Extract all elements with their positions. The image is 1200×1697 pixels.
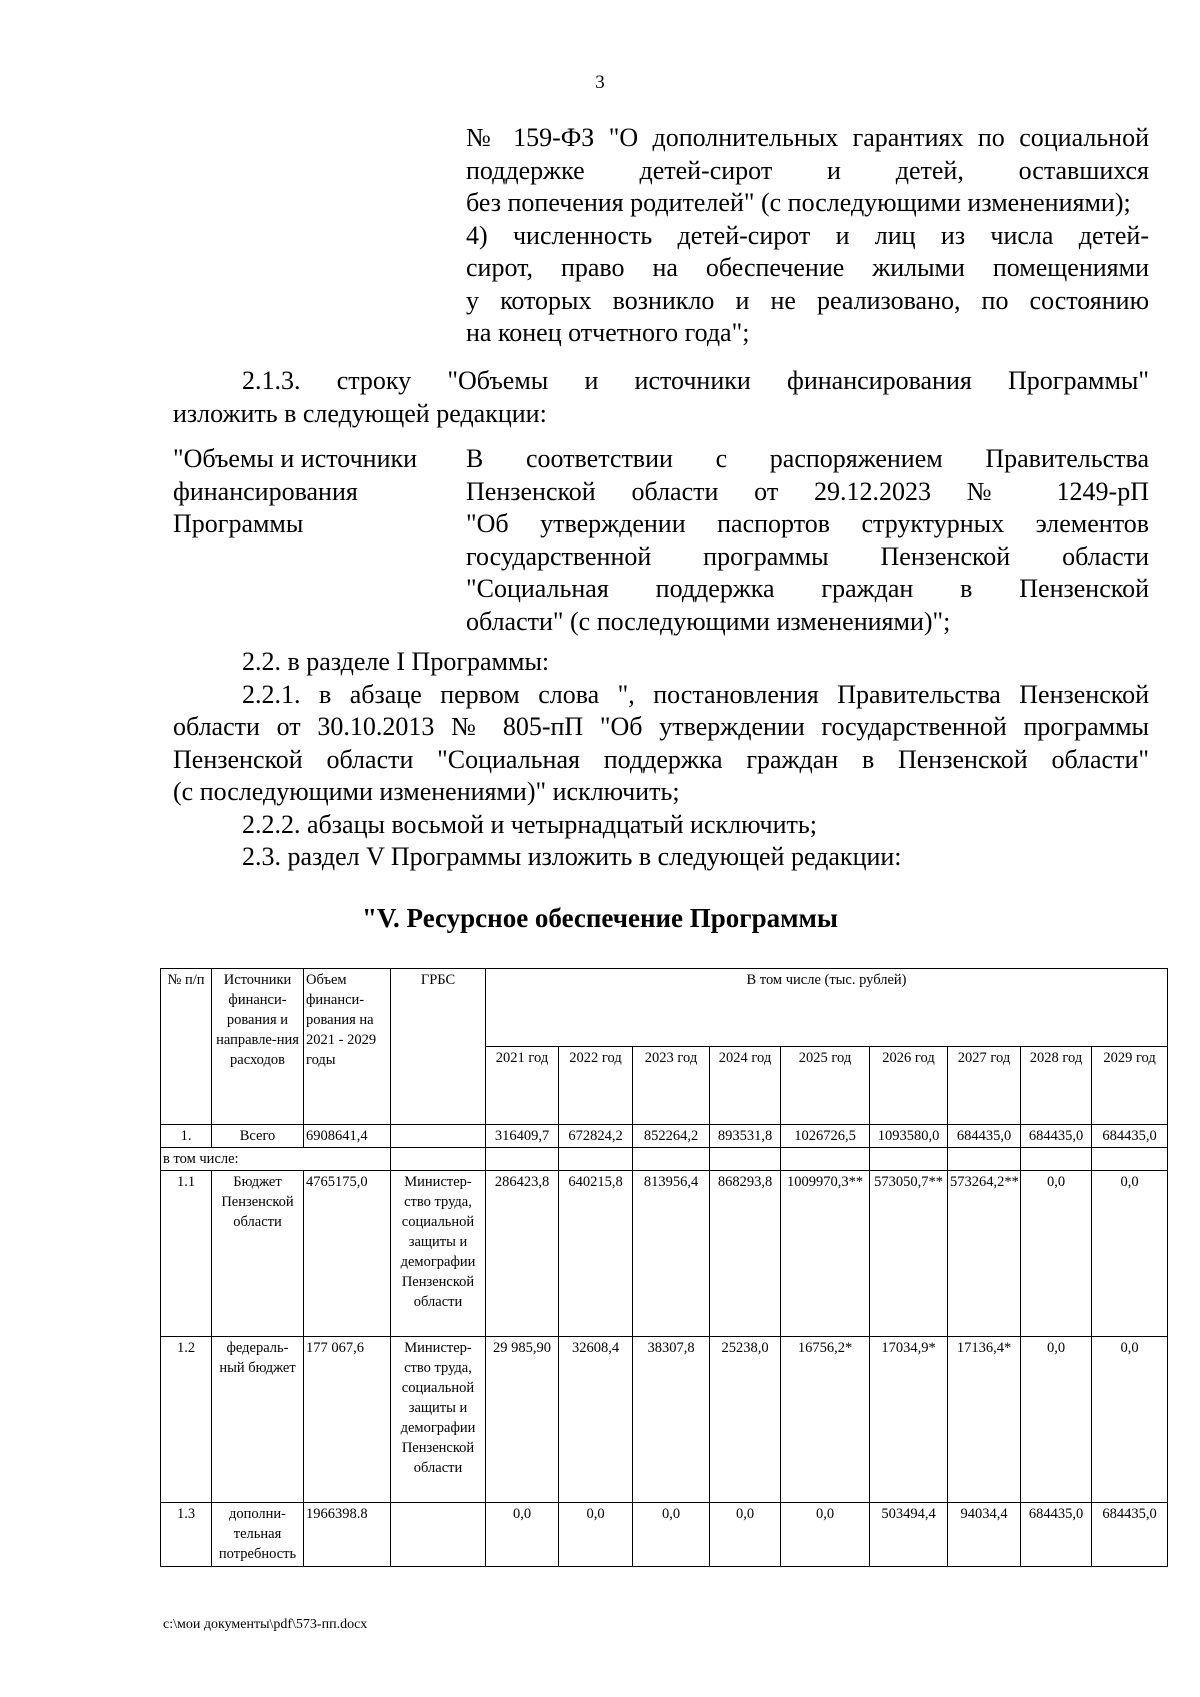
text-line: на конец отчетного года"; [466,318,750,347]
cell-value: 17136,4* [948,1337,1021,1503]
cell-grbs [391,1503,486,1567]
footer-file-path: c:\мои документы\pdf\573-пп.docx [163,1617,368,1632]
cell-value: 573050,7** [870,1171,948,1337]
text-line: изложить в следующей редакции: [173,398,547,428]
cell-volume: 177 067,6 [304,1337,391,1503]
cell-value: 38307,8 [633,1337,710,1503]
header-year: 2029 год [1092,1047,1168,1125]
text-line: (с последующими изменениями)" исключить; [173,777,680,806]
text-line: 2.3. раздел V Программы изложить в следующей редакции: [242,842,902,871]
text-line: 4) численность детей-сирот и лиц из числа детей- [466,220,1149,250]
cell-num: 1.2 [161,1337,212,1503]
paragraph-2-1-3 [173,365,1149,430]
cell-grbs: Министер-ство труда, социальной защиты и демографии Пензенской области [391,1171,486,1337]
cell-value: 25238,0 [710,1337,781,1503]
cell-value: 893531,8 [710,1125,781,1148]
cell-num: 1.3 [161,1503,212,1567]
cell-source: дополни-тельная потребность [212,1503,304,1567]
cell-value: 684435,0 [1021,1125,1092,1148]
text-line: области" (с последующими изменениями)"; [466,606,951,636]
text-line: финансирования [173,476,358,506]
cell-num: 1. [161,1125,212,1148]
cell-value: 32608,4 [559,1337,633,1503]
text-line: 2.2. в разделе I Программы: [242,647,550,676]
text-line: поддержке детей-сирот и детей, оставшихся [466,155,1149,185]
cell-value: 1009970,3** [781,1171,870,1337]
text-line: "Объемы и источники [173,444,418,473]
amendments-block [173,646,1149,874]
text-line: 2.2.1. в абзаце первом слова ", постановления Правительства Пензенской [242,679,1149,709]
resource-table [160,968,1168,1567]
text-line: "Социальная поддержка граждан в Пензенской [466,574,1149,603]
header-year: 2023 год [633,1047,710,1125]
passport-label [173,443,453,541]
cell-value: 0,0 [559,1503,633,1567]
header-year: 2024 год [710,1047,781,1125]
cell-value: 0,0 [710,1503,781,1567]
cell-value: 286423,8 [486,1171,559,1337]
cell-volume: 4765175,0 [304,1171,391,1337]
cell-value: 684435,0 [948,1125,1021,1148]
text-line: области от 30.10.2013 № 805-пП "Об утверждении государственной программы [173,712,1149,741]
table-row [161,1337,1168,1503]
cell-value: 0,0 [1021,1337,1092,1503]
table-row-total [161,1125,1168,1148]
cell-value: 16756,2* [781,1337,870,1503]
header-including: В том числе (тыс. рублей) [486,969,1168,1047]
cell-value: 684435,0 [1092,1125,1168,1148]
cell-value: 1093580,0 [870,1125,948,1148]
cell-volume: 6908641,4 [304,1125,391,1148]
text-line: "Об утверждении паспортов структурных элементов [466,509,1149,538]
cell-value: 672824,2 [559,1125,633,1148]
cell-value: 573264,2** [948,1171,1021,1337]
top-continuation-block [466,122,1149,350]
text-line: государственной программы Пензенской области [466,541,1149,571]
text-line: у которых возникло и не реализовано, по состоянию [466,285,1149,315]
header-year: 2028 год [1021,1047,1092,1125]
cell-num: 1.1 [161,1171,212,1337]
cell-value: 94034,4 [948,1503,1021,1567]
cell-value: 0,0 [486,1503,559,1567]
header-num: № п/п [161,969,212,1125]
cell-value: 316409,7 [486,1125,559,1148]
cell-grbs: Министер-ство труда, социальной защиты и демографии Пензенской области [391,1337,486,1503]
table-row [161,1171,1168,1337]
cell-value: 29 985,90 [486,1337,559,1503]
header-volume: Объем финанси-рования на 2021 - 2029 годы [304,969,391,1125]
cell-source: федераль-ный бюджет [212,1337,304,1503]
cell-value: 0,0 [1092,1337,1168,1503]
cell-subheader: в том числе: [161,1148,391,1171]
cell-value: 0,0 [1021,1171,1092,1337]
cell-volume: 1966398.8 [304,1503,391,1567]
cell-source: Всего [212,1125,304,1148]
cell-value: 684435,0 [1092,1503,1168,1567]
table-subheader-row [161,1148,1168,1171]
text-line: 2.1.3. строку "Объемы и источники финансирования Программы" [242,366,1149,395]
cell-source: Бюджет Пензенской области [212,1171,304,1337]
header-year: 2021 год [486,1047,559,1125]
text-line: Программы [173,509,304,538]
header-source: Источники финанси-рования и направле-ния расходов [212,969,304,1125]
cell-value: 1026726,5 [781,1125,870,1148]
text-line: Пензенской области "Социальная поддержка граждан в Пензенской области" [173,744,1149,774]
header-grbs: ГРБС [391,969,486,1125]
text-line: 2.2.2. абзацы восьмой и четырнадцатый исключить; [242,809,817,839]
header-year: 2025 год [781,1047,870,1125]
passport-value [466,443,1149,638]
header-year: 2027 год [948,1047,1021,1125]
cell-value: 0,0 [633,1503,710,1567]
text-line: сирот, право на обеспечение жилыми помещениями [466,253,1149,282]
cell-value: 684435,0 [1021,1503,1092,1567]
table-header-row [161,969,1168,1047]
cell-value: 0,0 [781,1503,870,1567]
cell-value: 813956,4 [633,1171,710,1337]
cell-value: 640215,8 [559,1171,633,1337]
cell-value: 852264,2 [633,1125,710,1148]
table-row [161,1503,1168,1567]
cell-value: 503494,4 [870,1503,948,1567]
cell-grbs [391,1125,486,1148]
cell-value: 0,0 [1092,1171,1168,1337]
text-line: без попечения родителей" (с последующими изменениями); [466,188,1131,217]
text-line: В соответствии с распоряжением Правительства [466,444,1149,473]
page-number: 3 [595,72,605,93]
cell-value: 17034,9* [870,1337,948,1503]
header-year: 2022 год [559,1047,633,1125]
text-line: Пензенской области от 29.12.2023 № 1249-рП [466,476,1149,506]
header-year: 2026 год [870,1047,948,1125]
section-title: "V. Ресурсное обеспечение Программы [362,903,838,933]
cell-value: 868293,8 [710,1171,781,1337]
text-line: № 159-ФЗ "О дополнительных гарантиях по социальной [466,123,1149,152]
